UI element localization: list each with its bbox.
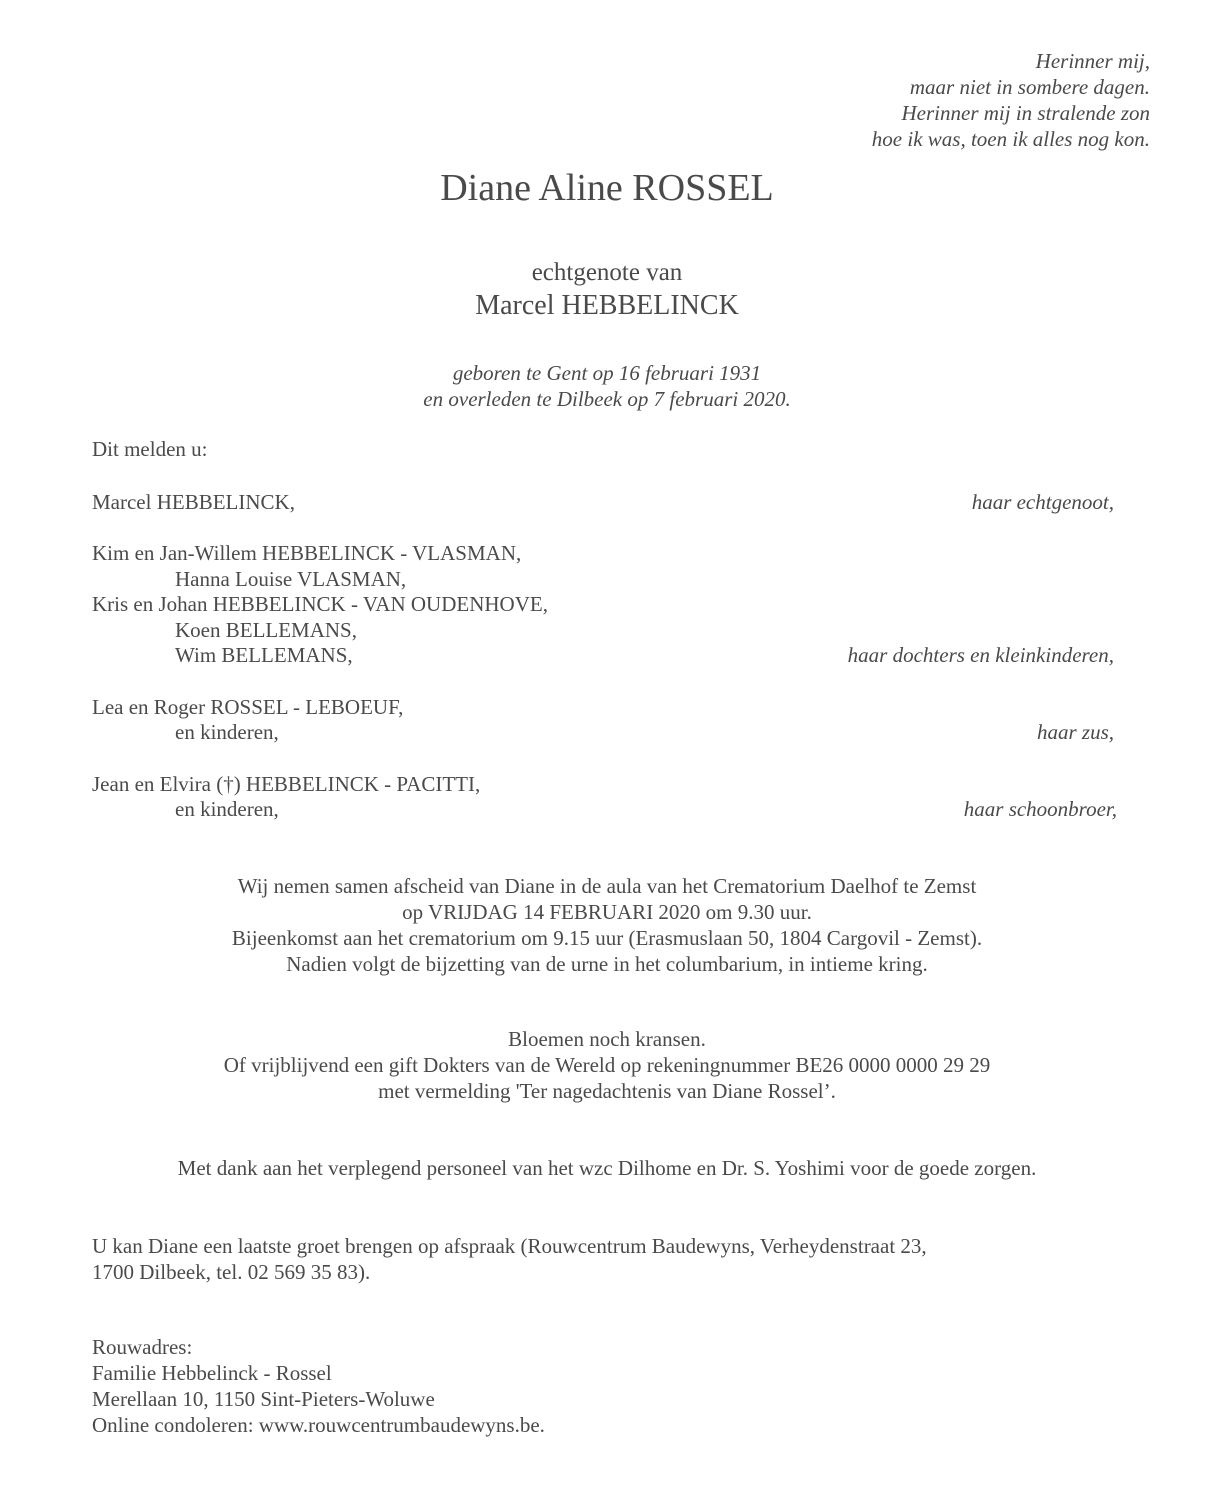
ceremony-line: Nadien volgt de bijzetting van de urne in het columbarium, in intieme kring. — [286, 952, 928, 976]
poem-line: Herinner mij in stralende zon — [901, 101, 1150, 125]
visit-line: 1700 Dilbeek, tel. 02 569 35 83). — [92, 1260, 371, 1284]
flowers-info — [0, 1026, 1214, 1104]
family-line: Kris en Johan HEBBELINCK - VAN OUDENHOVE, — [92, 592, 548, 616]
announce-intro: Dit melden u: — [92, 437, 208, 461]
flowers-line: Bloemen noch kransen. — [508, 1027, 706, 1051]
address-line: Familie Hebbelinck - Rossel — [92, 1361, 332, 1385]
ceremony-line: Bijeenkomst aan het crematorium om 9.15 uur (Erasmuslaan 50, 1804 Cargovil - Zemst). — [231, 926, 983, 950]
thanks-text: Met dank aan het verplegend personeel van het wzc Dilhome en Dr. S. Yoshimi voor de goede zorgen. — [177, 1156, 1037, 1180]
poem — [872, 48, 1150, 152]
life-dates — [0, 360, 1214, 412]
address-line: Online condoleren: www.rouwcentrumbaudewyns.be. — [92, 1413, 545, 1437]
family-line: en kinderen, — [175, 720, 279, 744]
sister-relation: haar zus, — [1036, 720, 1114, 744]
birth-line: geboren te Gent op 16 februari 1931 — [452, 361, 762, 385]
flowers-line: met vermelding 'Ter nagedachtenis van Diane Rossel’. — [378, 1079, 836, 1103]
ceremony-info — [0, 873, 1214, 977]
brother-in-law-relation: haar schoonbroer, — [963, 797, 1117, 821]
visit-info — [92, 1233, 927, 1285]
poem-line: hoe ik was, toen ik alles nog kon. — [871, 127, 1150, 151]
flowers-line: Of vrijblijvend een gift Dokters van de Wereld op rekeningnummer BE26 0000 0000 29 29 — [223, 1053, 991, 1077]
family-line: Wim BELLEMANS, — [175, 643, 353, 667]
family-line: Jean en Elvira (†) HEBBELINCK - PACITTI, — [92, 772, 481, 796]
husband-name: Marcel HEBBELINCK, — [92, 490, 295, 514]
ceremony-line: op VRIJDAG 14 FEBRUARI 2020 om 9.30 uur. — [402, 900, 812, 924]
family-line: Kim en Jan-Willem HEBBELINCK - VLASMAN, — [92, 541, 522, 565]
deceased-name: Diane Aline ROSSEL — [440, 167, 774, 209]
daughters-relation: haar dochters en kleinkinderen, — [847, 643, 1114, 667]
address-line: Rouwadres: — [92, 1335, 193, 1359]
husband-relation: haar echtgenoot, — [971, 490, 1114, 514]
spouse-intro: echtgenote van — [531, 259, 683, 286]
family-line: Lea en Roger ROSSEL - LEBOEUF, — [92, 695, 404, 719]
spouse-name: Marcel HEBBELINCK — [475, 290, 739, 321]
visit-line: U kan Diane een laatste groet brengen op afspraak (Rouwcentrum Baudewyns, Verheydenstraat 23, — [92, 1234, 927, 1258]
mourning-address — [92, 1334, 545, 1438]
family-line: Koen BELLEMANS, — [175, 618, 357, 642]
family-line: Hanna Louise VLASMAN, — [175, 567, 407, 591]
death-line: en overleden te Dilbeek op 7 februari 2020. — [423, 387, 791, 411]
poem-line: Herinner mij, — [1035, 49, 1150, 73]
family-line: en kinderen, — [175, 797, 279, 821]
ceremony-line: Wij nemen samen afscheid van Diane in de aula van het Crematorium Daelhof te Zemst — [237, 874, 977, 898]
address-line: Merellaan 10, 1150 Sint-Pieters-Woluwe — [92, 1387, 435, 1411]
poem-line: maar niet in sombere dagen. — [909, 75, 1150, 99]
